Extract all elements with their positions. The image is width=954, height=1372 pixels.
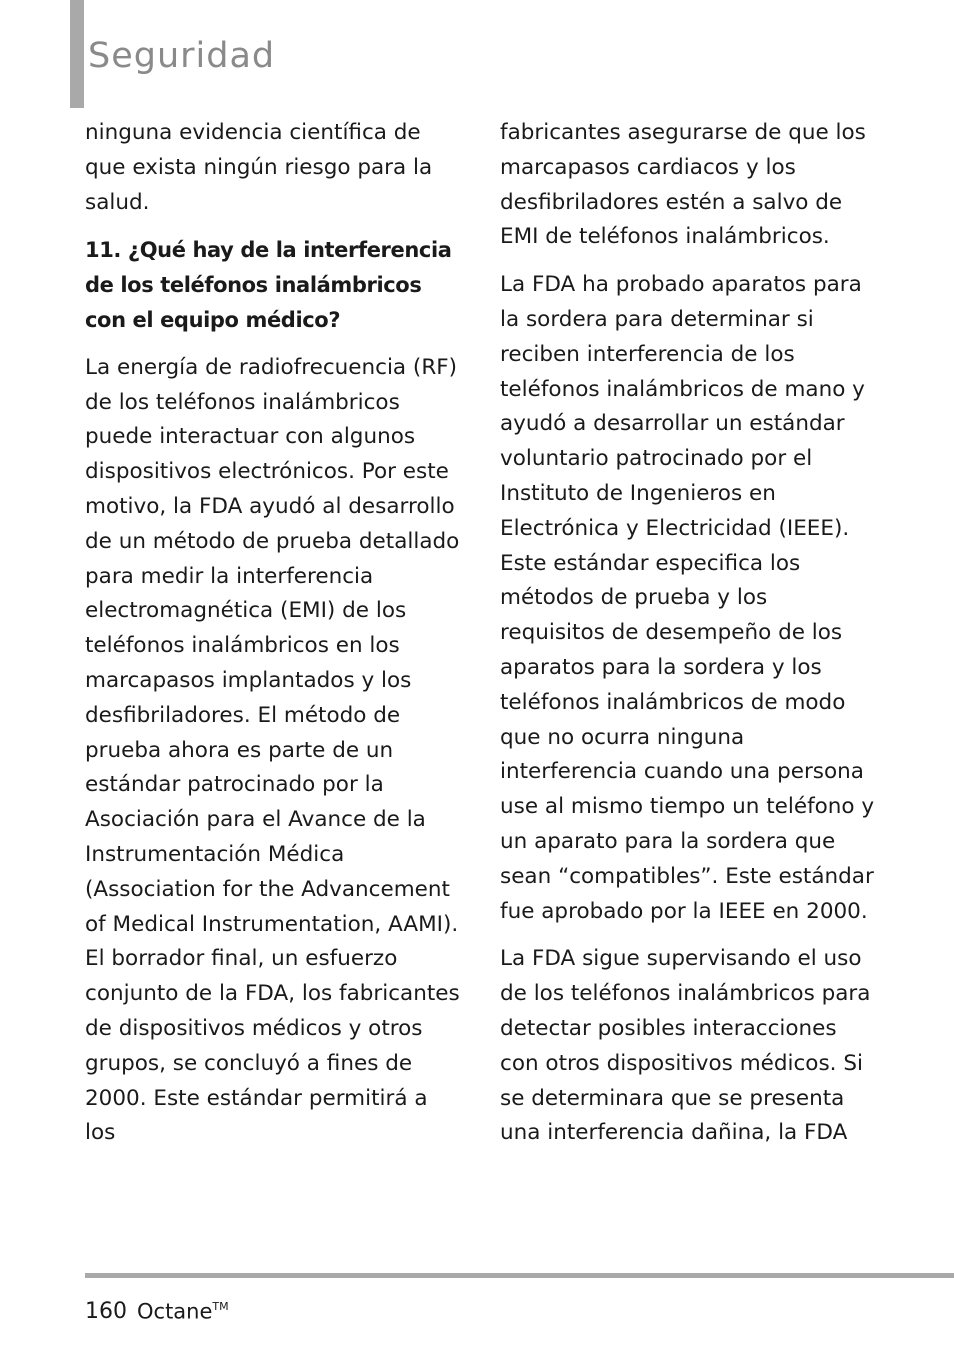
- body-paragraph: La FDA ha probado aparatos para la sordera para determinar si reciben interferencia de los teléfonos inalámbricos de mano y ayudó a desarrollar un estándar voluntario patrocinado por el Instituto de Ingenieros en Electrónica y Electricidad (IEEE). Este estándar especifica los métodos de prueba y los requisitos de desempeño de los aparatos para la sordera y los teléfonos inalámbricos de modo que no ocurra ninguna interferencia cuando una persona use al mismo tiempo un teléfono y un aparato para la sordera que sean “compatibles”. Este estándar fue aprobado por la IEEE en 2000.: [500, 272, 875, 924]
- product-name: Octane: [137, 1299, 213, 1324]
- header-accent-bar: [70, 0, 84, 108]
- page-number: 160: [85, 1299, 127, 1325]
- trademark-symbol: TM: [212, 1300, 229, 1313]
- body-paragraph: La FDA sigue supervisando el uso de los teléfonos inalámbricos para detectar posibles interacciones con otros dispositivos médicos. Si se determinara que se presenta una interferencia dañina, la FDA: [500, 946, 871, 1146]
- footer-divider: [85, 1273, 954, 1278]
- body-paragraph: La energía de radiofrecuencia (RF) de los teléfonos inalámbricos puede interactuar con algunos dispositivos electrónicos. Por este motivo, la FDA ayudó al desarrollo de un método de prueba detallado para medir la interferencia electromagnética (EMI) de los teléfonos inalámbricos en los marcapasos implantados y los desfibriladores. El método de prueba ahora es parte de un estándar patrocinado por la Asociación para el Avance de la Instrumentación Médica (Association for the Advancement of Medical Instrumentation, AAMI). El borrador final, un esfuerzo conjunto de la FDA, los fabricantes de dispositivos médicos y otros grupos, se concluyó a fines de 2000. Este estándar permitirá a los: [85, 354, 460, 1146]
- right-column: [500, 116, 878, 1164]
- page-title: Seguridad: [88, 36, 276, 76]
- page-footer: [85, 1290, 229, 1329]
- section-heading: 11. ¿Qué hay de la interferencia de los teléfonos inalámbricos con el equipo médico?: [85, 238, 452, 332]
- left-column: [85, 116, 463, 1164]
- body-paragraph: fabricantes asegurarse de que los marcapasos cardiacos y los desfibriladores estén a salvo de EMI de teléfonos inalámbricos.: [500, 120, 866, 250]
- body-paragraph: ninguna evidencia científica de que exista ningún riesgo para la salud.: [85, 120, 433, 215]
